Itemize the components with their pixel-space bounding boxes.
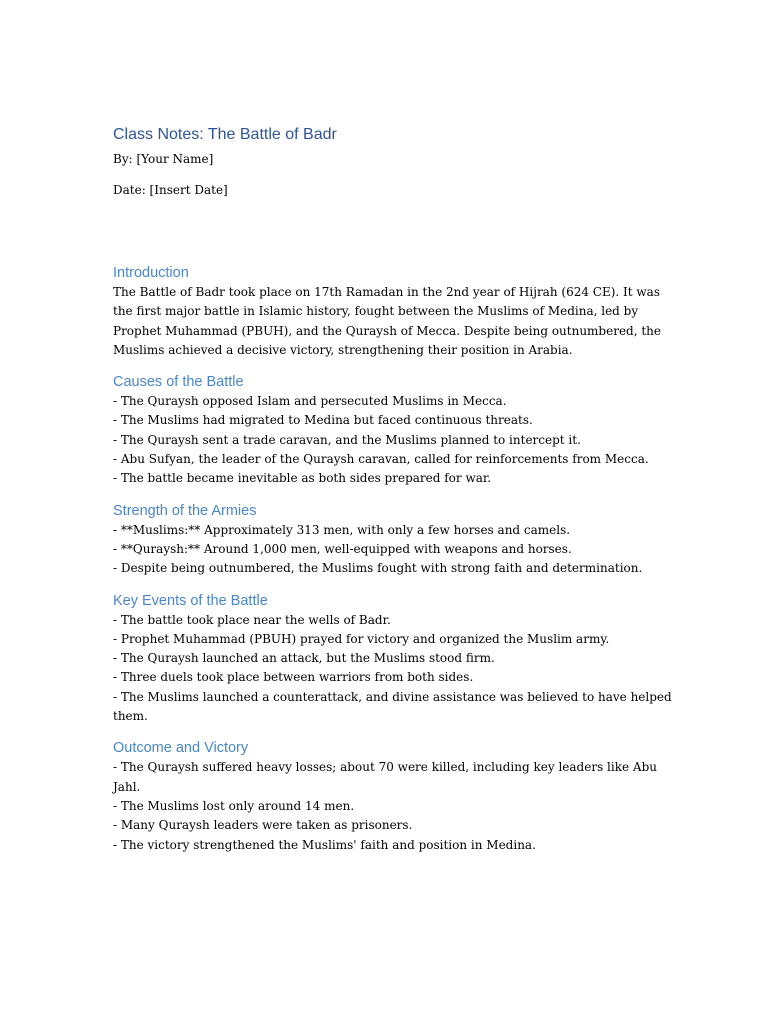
section-heading: Outcome and Victory <box>113 740 249 757</box>
list-item: Jahl. <box>113 779 141 794</box>
section-heading: Causes of the Battle <box>113 374 244 391</box>
list-item: - Prophet Muhammad (PBUH) prayed for victory and organized the Muslim army. <box>113 631 610 646</box>
list-item: - **Muslims:** Approximately 313 men, with only a few horses and camels. <box>113 522 571 537</box>
list-item: - Three duels took place between warriors from both sides. <box>113 670 474 685</box>
list-item: - The Muslims had migrated to Medina but faced continuous threats. <box>113 413 533 428</box>
list-item: them. <box>113 709 148 724</box>
section-heading: Strength of the Armies <box>113 502 257 519</box>
text-line: The Battle of Badr took place on 17th Ramadan in the 2nd year of Hijrah (624 CE). It was <box>113 285 660 299</box>
list-item: - The Quraysh suffered heavy losses; about 70 were killed, including key leaders like Abu <box>113 760 657 775</box>
section-body <box>113 758 658 854</box>
author-line: By: [Your Name] <box>113 152 214 166</box>
text-line: Prophet Muhammad (PBUH), and the Quraysh of Mecca. Despite being outnumbered, the <box>113 323 662 338</box>
list-item: - The victory strengthened the Muslims' faith and position in Medina. <box>113 837 536 852</box>
section-outcome <box>113 738 658 854</box>
list-item: - Many Quraysh leaders were taken as prisoners. <box>113 818 413 833</box>
text-line: the first major battle in Islamic history, fought between the Muslims of Medina, led by <box>113 304 639 319</box>
section-heading: Key Events of the Battle <box>113 592 268 609</box>
list-item: - The Muslims lost only around 14 men. <box>113 798 355 813</box>
document-title: Class Notes: The Battle of Badr <box>113 126 337 143</box>
section-heading: Introduction <box>113 265 189 281</box>
list-item: - The Quraysh launched an attack, but the Muslims stood firm. <box>113 651 495 666</box>
document-page <box>113 124 672 855</box>
section-body <box>113 521 658 579</box>
list-item: - The Quraysh opposed Islam and persecuted Muslims in Mecca. <box>113 394 507 409</box>
section-strength <box>113 501 658 579</box>
list-item: - The battle became inevitable as both sides prepared for war. <box>113 471 492 486</box>
text-line: Muslims achieved a decisive victory, strengthening their position in Arabia. <box>113 342 573 357</box>
list-item: - **Quraysh:** Around 1,000 men, well-equipped with weapons and horses. <box>113 541 572 556</box>
section-introduction <box>113 263 662 360</box>
section-body <box>113 283 662 360</box>
list-item: - The battle took place near the wells of Badr. <box>113 612 391 627</box>
list-item: - The Muslims launched a counterattack, and divine assistance was believed to have helped <box>113 689 672 704</box>
section-body <box>113 611 672 727</box>
list-item: - Despite being outnumbered, the Muslims fought with strong faith and determination. <box>113 561 643 576</box>
section-causes <box>113 372 658 488</box>
list-item: - The Quraysh sent a trade caravan, and the Muslims planned to intercept it. <box>113 432 581 447</box>
list-item: - Abu Sufyan, the leader of the Quraysh caravan, called for reinforcements from Mecca. <box>113 452 649 467</box>
date-line: Date: [Insert Date] <box>113 183 228 197</box>
section-key-events <box>113 591 672 727</box>
section-body <box>113 392 658 488</box>
